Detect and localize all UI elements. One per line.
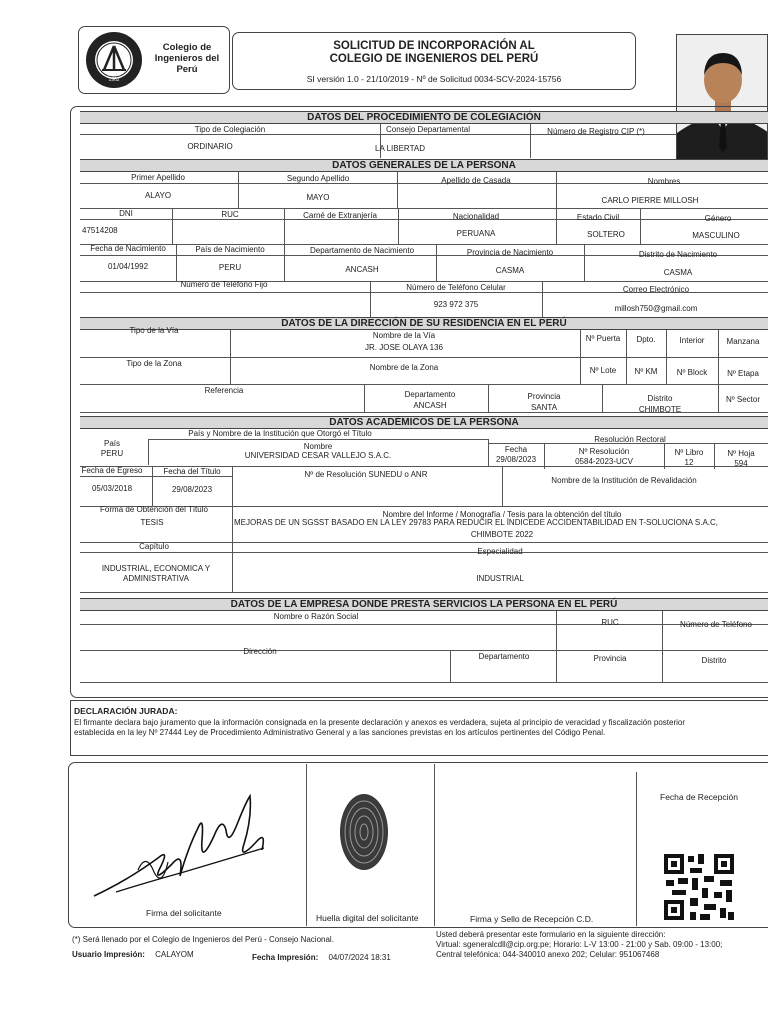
footer-info-line1: Usted deberá presentar este formulario en la siguiente dirección: <box>436 930 666 939</box>
departamento-label: Departamento <box>404 390 456 399</box>
qr-code-icon <box>662 852 736 922</box>
fecha-titulo-value: 29/08/2023 <box>171 485 213 494</box>
empresa-departamento-label: Departamento <box>478 652 530 661</box>
nombre-inst-label: Nombre <box>303 442 333 451</box>
num-resolucion-label: Nº Resolución <box>578 447 630 456</box>
pais-value: PERU <box>100 449 124 458</box>
cip-seal-logo <box>84 30 144 90</box>
tipo-zona-label: Tipo de la Zona <box>126 359 182 368</box>
dpto-label: Dpto. <box>636 335 656 344</box>
puerta-label: Nº Puerta <box>585 334 621 343</box>
referencia-label: Referencia <box>204 386 244 395</box>
lote-label: Nº Lote <box>589 366 617 375</box>
dist-nac-label: Distrito de Nacimiento <box>638 250 718 259</box>
fecha-res-value: 29/08/2023 <box>495 455 537 464</box>
correo-value: millosh750@gmail.com <box>614 304 698 313</box>
provincia-value: SANTA <box>530 403 558 412</box>
declaracion-title: DECLARACIÓN JURADA: <box>74 706 178 716</box>
razon-social-label: Nombre o Razón Social <box>273 612 359 621</box>
empresa-provincia-label: Provincia <box>593 654 627 663</box>
departamento-value: ANCASH <box>413 401 447 410</box>
km-label: Nº KM <box>634 367 658 376</box>
tipo-colegiacion-value: ORDINARIO <box>187 142 233 151</box>
fingerprint <box>338 792 390 872</box>
section-colegiacion: DATOS DEL PROCEDIMIENTO DE COLEGIACIÓN <box>80 111 768 124</box>
org-name-line1: Colegio de <box>162 42 212 53</box>
usuario-impresion-value: CALAYOM <box>155 950 194 959</box>
form-title-line2: COLEGIO DE INGENIEROS DEL PERÚ <box>329 53 539 65</box>
depto-nac-value: ANCASH <box>345 265 379 274</box>
org-name-line2: Ingenieros del <box>154 53 220 64</box>
fecha-impresion-label: Fecha Impresión: <box>252 953 319 962</box>
section-empresa: DATOS DE LA EMPRESA DONDE PRESTA SERVICIOS LA PERSONA EN EL PERÚ <box>80 598 768 611</box>
carne-label: Carné de Extranjería <box>303 211 377 220</box>
revalidacion-label: Nombre de la Institución de Revalidación <box>551 476 697 485</box>
libro-label: Nº Libro <box>674 448 704 457</box>
block-label: Nº Block <box>676 368 708 377</box>
tel-cel-value: 923 972 375 <box>433 300 479 309</box>
usuario-impresion <box>72 950 194 959</box>
fecha-impresion-value: 04/07/2024 18:31 <box>328 953 391 962</box>
nombre-zona-label: Nombre de la Zona <box>369 363 439 372</box>
form-version: SI versión 1.0 - 21/10/2019 - Nº de Solicitud 0034-SCV-2024-15756 <box>306 74 562 84</box>
pais-nac-value: PERU <box>218 263 242 272</box>
apellido-casada-label: Apellido de Casada <box>441 176 511 185</box>
hoja-value: 594 <box>734 459 748 468</box>
informe-line2: CHIMBOTE 2022 <box>470 530 534 539</box>
pais-nac-label: País de Nacimiento <box>195 245 265 254</box>
prov-nac-value: CASMA <box>495 266 525 275</box>
pais-label: País <box>103 439 121 448</box>
fecha-res-label: Fecha <box>504 445 528 454</box>
form-title-line1: SOLICITUD DE INCORPORACIÓN AL <box>333 40 535 52</box>
estado-civil-label: Estado Civil <box>576 213 620 222</box>
segundo-apellido-label: Segundo Apellido <box>286 174 350 183</box>
footer-info <box>436 930 768 960</box>
dni-value: 47514208 <box>82 226 118 235</box>
num-resolucion-value: 0584-2023-UCV <box>575 457 633 466</box>
etapa-label: Nº Etapa <box>727 369 759 378</box>
fecha-nac-value: 01/04/1992 <box>107 262 149 271</box>
capitulo-line1: INDUSTRIAL, ECONOMICA Y <box>101 564 211 573</box>
section-academicos: DATOS ACADÉMICOS DE LA PERSONA <box>80 416 768 429</box>
form-title <box>232 40 636 66</box>
especialidad-label: Especialidad <box>477 547 523 556</box>
genero-label: Género <box>704 214 732 223</box>
consejo-value: LA LIBERTAD <box>375 144 425 153</box>
informe-label: Nombre del Informe / Monografía / Tesis para la obtención del título <box>382 510 622 519</box>
prov-nac-label: Provincia de Nacimiento <box>466 248 554 257</box>
declaracion-text <box>74 718 764 738</box>
capitulo-label: Capítulo <box>139 542 169 551</box>
correo-label: Correo Electrónico <box>622 285 690 294</box>
pais-inst-label: País y Nombre de la Institución que Otorgó el Título <box>188 429 372 438</box>
especialidad-value: INDUSTRIAL <box>476 574 524 583</box>
fecha-nac-label: Fecha de Nacimiento <box>90 244 166 253</box>
nombres-value: CARLO PIERRE MILLOSH <box>601 196 699 205</box>
empresa-direccion-label: Dirección <box>243 647 277 656</box>
sunedu-label: Nº de Resolución SUNEDU o ANR <box>304 470 428 479</box>
nombre-via-value: JR. JOSE OLAYA 136 <box>365 343 443 352</box>
distrito-label: Distrito <box>647 394 673 403</box>
nombres-label: Nombres <box>647 177 681 186</box>
hoja-label: Nº Hoja <box>727 449 755 458</box>
fecha-impresion <box>252 953 391 962</box>
sector-label: Nº Sector <box>725 395 761 404</box>
primer-apellido-value: ALAYO <box>144 191 172 200</box>
empresa-telefono-label: Número de Teléfono <box>680 620 752 629</box>
org-name-line3: Perú <box>176 64 198 75</box>
tipo-colegiacion-label: Tipo de Colegiación <box>194 125 266 134</box>
primer-apellido-label: Primer Apellido <box>131 173 185 182</box>
footer-nota: (*) Será llenado por el Colegio de Ingenieros del Perú - Consejo Nacional. <box>72 935 334 944</box>
forma-label: Forma de Obtención del Título <box>100 505 208 514</box>
sello-recepcion-label: Firma y Sello de Recepción C.D. <box>470 914 594 924</box>
usuario-impresion-label: Usuario Impresión: <box>72 950 145 959</box>
genero-value: MASCULINO <box>692 231 740 240</box>
provincia-label: Provincia <box>527 392 561 401</box>
informe-line1: MEJORAS DE UN SGSST BASADO EN LA LEY 29783 PARA REDUCIR EL ÍNDICEDE ACCIDENTABILIDAD EN T-SOLUCIONA S.A.C, <box>234 518 718 527</box>
nombre-via-label: Nombre de la Vía <box>372 331 436 340</box>
fecha-egreso-label: Fecha de Egreso <box>81 466 143 475</box>
manzana-label: Manzana <box>726 337 760 346</box>
org-name <box>146 42 228 75</box>
nacionalidad-label: Nacionalidad <box>452 212 500 221</box>
footer-info-line2: Virtual: sgeneralcdll@cip.org.pe; Horario: L-V 13:00 - 21:00 y Sab. 09:00 - 13:00; <box>436 940 723 949</box>
dist-nac-value: CASMA <box>663 268 693 277</box>
libro-value: 12 <box>684 458 694 467</box>
section-persona: DATOS GENERALES DE LA PERSONA <box>80 159 768 172</box>
declaracion-line1: El firmante declara bajo juramento que la información consignada en la presente declaración y anexos es verdadera, sujeta al principio de veracidad y fiscalización posterior <box>74 718 686 727</box>
dni-label: DNI <box>119 209 133 218</box>
distrito-value: CHIMBOTE <box>638 405 682 414</box>
depto-nac-label: Departamento de Nacimiento <box>309 246 415 255</box>
segundo-apellido-value: MAYO <box>306 193 330 202</box>
capitulo-value <box>80 564 232 584</box>
consejo-label: Consejo Departamental <box>385 125 471 134</box>
seal-year: 1962 <box>108 77 120 83</box>
section-direccion: DATOS DE LA DIRECCIÓN DE SU RESIDENCIA EN EL PERÚ <box>80 317 768 330</box>
fecha-titulo-label: Fecha del Título <box>163 467 221 476</box>
registro-cip-label: Número de Registro CIP (*) <box>547 127 645 136</box>
tel-fijo-label: Número de Teléfono Fijo <box>180 280 268 289</box>
firma-solicitante-label: Firma del solicitante <box>146 908 222 918</box>
huella-label: Huella digital del solicitante <box>316 913 419 923</box>
nacionalidad-value: PERUANA <box>456 229 496 238</box>
resolucion-rectoral-label: Resolución Rectoral <box>594 435 666 444</box>
footer-info-line3: Central telefónica: 044-340010 anexo 202; Celular: 951067468 <box>436 950 660 959</box>
estado-civil-value: SOLTERO <box>587 230 625 239</box>
declaracion-line2: establecida en la ley Nº 27444 Ley de Procedimiento Administrativo General y a las sanciones previstas en los artículos pertinentes del Código Penal. <box>74 728 606 737</box>
capitulo-line2: ADMINISTRATIVA <box>123 574 189 583</box>
fecha-recepcion-label: Fecha de Recepción <box>660 792 738 802</box>
tel-cel-label: Número de Teléfono Celular <box>406 283 506 292</box>
fecha-egreso-value: 05/03/2018 <box>91 484 133 493</box>
nombre-inst-value: UNIVERSIDAD CESAR VALLEJO S.A.C. <box>244 451 392 460</box>
ruc-label: RUC <box>221 210 239 219</box>
empresa-distrito-label: Distrito <box>701 656 727 665</box>
empresa-ruc-label: RUC <box>601 618 619 627</box>
tipo-via-label: Tipo de la Vía <box>129 326 179 335</box>
forma-value: TESIS <box>140 518 164 527</box>
interior-label: Interior <box>679 336 705 345</box>
applicant-signature <box>88 788 278 906</box>
